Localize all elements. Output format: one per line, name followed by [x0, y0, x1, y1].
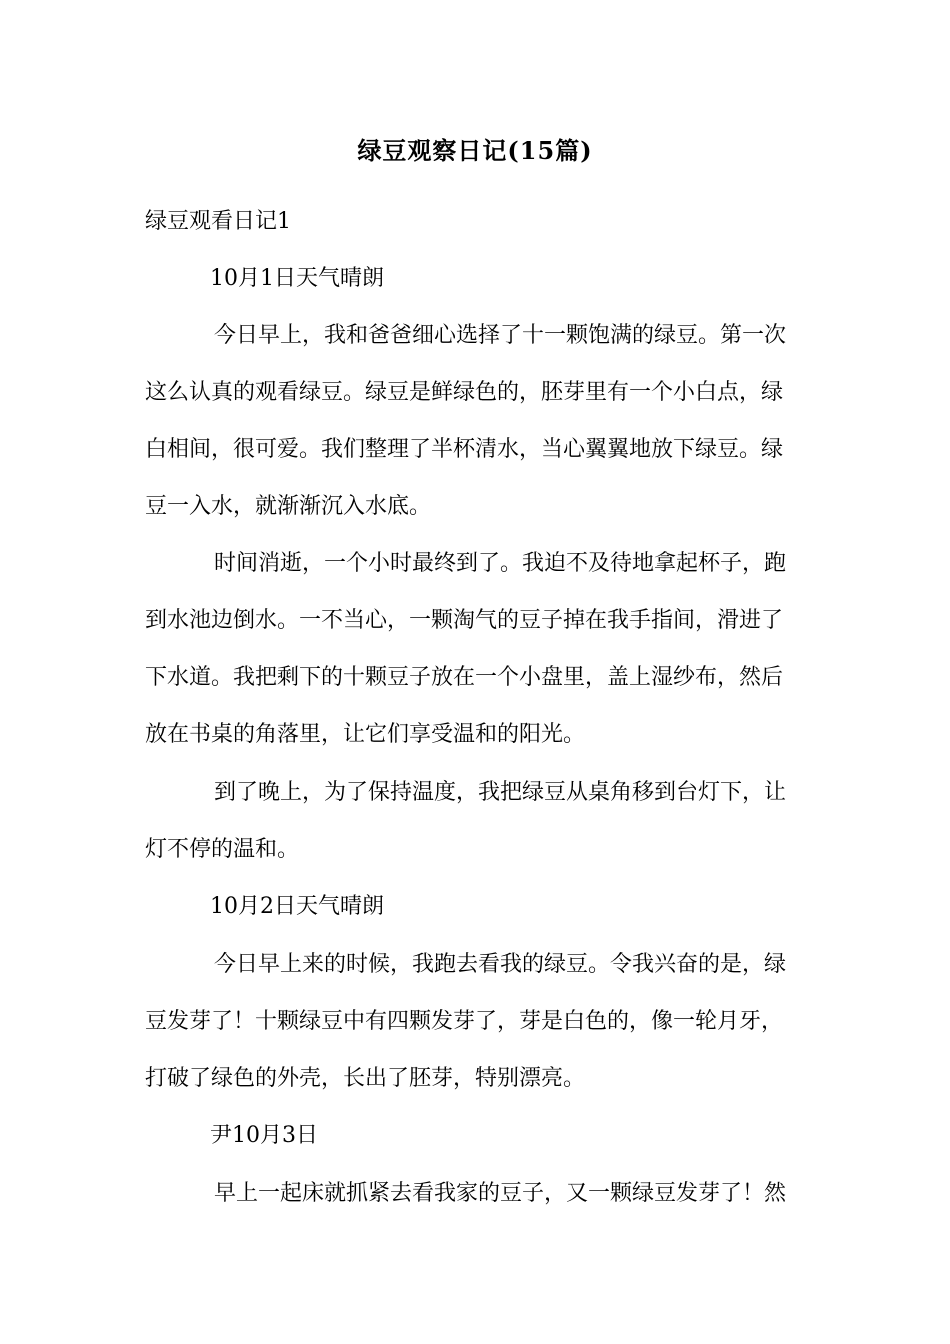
section-heading: 绿豆观看日记1 [145, 209, 291, 234]
paragraph-line: 今日早上，我和爸爸细心选择了十一颗饱满的绿豆。第一次 [214, 323, 787, 348]
paragraph-line: 下水道。我把剩下的十颗豆子放在一个小盘里，盖上湿纱布，然后 [145, 665, 784, 690]
paragraph-line: 豆发芽了！十颗绿豆中有四颗发芽了，芽是白色的，像一轮月牙， [145, 1009, 784, 1034]
paragraph-line: 打破了绿色的外壳，长出了胚芽，特别漂亮。 [145, 1066, 586, 1091]
document-title: 绿豆观察日记(15篇) [357, 136, 593, 165]
paragraph-line: 到水池边倒水。一不当心，一颗淘气的豆子掉在我手指间，滑进了 [145, 608, 784, 633]
paragraph-line: 放在书桌的角落里，让它们享受温和的阳光。 [145, 722, 586, 747]
date-line: 尹10月3日 [210, 1123, 318, 1148]
paragraph-line: 白相间，很可爱。我们整理了半杯清水，当心翼翼地放下绿豆。绿 [145, 437, 784, 462]
paragraph-line: 灯不停的温和。 [145, 837, 300, 862]
paragraph-line: 时间消逝，一个小时最终到了。我迫不及待地拿起杯子，跑 [214, 551, 787, 576]
paragraph-line: 到了晚上，为了保持温度，我把绿豆从桌角移到台灯下，让 [214, 780, 787, 805]
date-line: 10月1日天气晴朗 [210, 266, 384, 291]
paragraph-line: 这么认真的观看绿豆。绿豆是鲜绿色的，胚芽里有一个小白点，绿 [145, 380, 784, 405]
paragraph-line: 早上一起床就抓紧去看我家的豆子，又一颗绿豆发芽了！然 [214, 1181, 787, 1206]
paragraph-line: 今日早上来的时候，我跑去看我的绿豆。令我兴奋的是，绿 [214, 952, 787, 977]
date-line: 10月2日天气晴朗 [210, 894, 384, 919]
paragraph-line: 豆一入水，就渐渐沉入水底。 [145, 494, 432, 519]
